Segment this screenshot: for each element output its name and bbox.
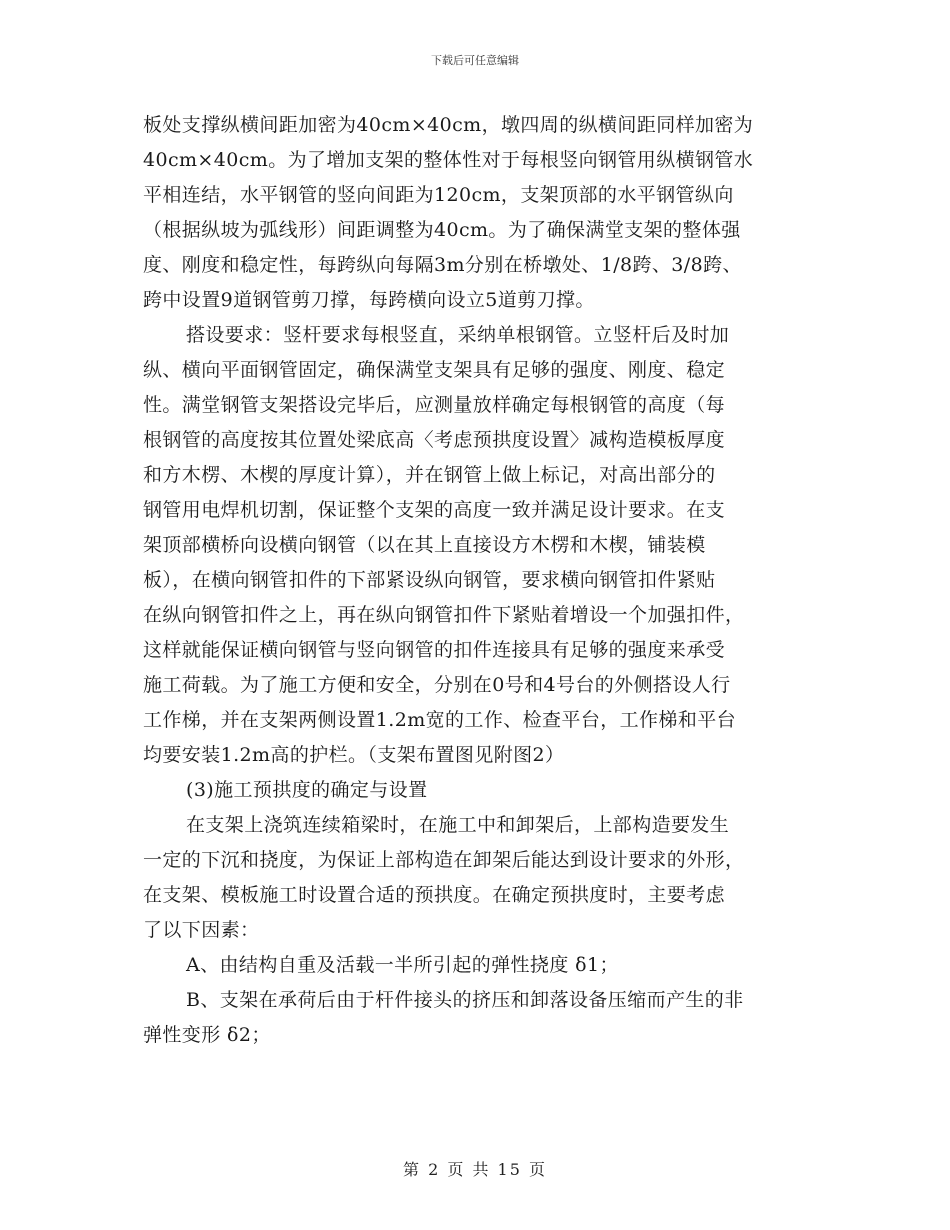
paragraph-start-line: 搭设要求：竖杆要求每根竖直，采纳单根钢管。立竖杆后及时加	[186, 324, 730, 346]
text-line: 施工荷载。为了施工方便和安全，分别在0号和4号台的外侧搭设人行	[143, 674, 731, 696]
text-line: 均要安装1.2m高的护栏。（支架布置图见附图2）	[143, 744, 565, 766]
text-line: 板），在横向钢管扣件的下部紧设纵向钢管，要求横向钢管扣件紧贴	[143, 569, 716, 591]
text-line: 平相连结，水平钢管的竖向间距为120cm，支架顶部的水平钢管纵向	[143, 184, 734, 206]
text-line: 弹性变形 δ2；	[143, 1024, 271, 1046]
text-line: 在纵向钢管扣件之上，再在纵向钢管扣件下紧贴着增设一个加强扣件，	[143, 604, 745, 626]
text-line: 度、刚度和稳定性，每跨纵向每隔3m分别在桥墩处、1/8跨、3/8跨、	[143, 254, 742, 276]
text-line: 在支架、模板施工时设置合适的预拱度。在确定预拱度时，主要考虑	[143, 884, 726, 906]
text-line: 一定的下沉和挠度，为保证上部构造在卸架后能达到设计要求的外形，	[143, 849, 745, 871]
text-line: 工作梯，并在支架两侧设置1.2m宽的工作、检查平台，工作梯和平台	[143, 709, 737, 731]
list-item-b: B、支架在承荷后由于杆件接头的挤压和卸落设备压缩而产生的非	[186, 989, 744, 1011]
text-line: 了以下因素：	[143, 919, 260, 941]
text-line: 板处支撑纵横间距加密为40cm×40cm，墩四周的纵横间距同样加密为	[143, 114, 754, 136]
document-body	[143, 108, 811, 1053]
text-line: 跨中设置9道钢管剪刀撑，每跨横向设立5道剪刀撑。	[143, 289, 595, 311]
text-line: 钢管用电焊机切割，保证整个支架的高度一致并满足设计要求。在支	[143, 499, 726, 521]
text-line: 性。满堂钢管支架搭设完毕后，应测量放样确定每根钢管的高度（每	[143, 394, 726, 416]
text-line: 这样就能保证横向钢管与竖向钢管的扣件连接具有足够的强度来承受	[143, 639, 726, 661]
page-header: 下载后可任意编辑	[431, 54, 519, 67]
text-line: 根钢管的高度按其位置处梁底高〈考虑预拱度设置〉减构造模板厚度	[143, 429, 726, 451]
paragraph-start-line: 在支架上浇筑连续箱梁时，在施工中和卸架后，上部构造要发生	[186, 814, 730, 836]
page-footer: 第 2 页 共 15 页	[403, 1160, 547, 1179]
text-line: 和方木楞、木楔的厚度计算），并在钢管上做上标记，对高出部分的	[143, 464, 716, 486]
section-heading: (3)施工预拱度的确定与设置	[186, 779, 428, 801]
text-line: 40cm×40cm。为了增加支架的整体性对于每根竖向钢管用纵横钢管水	[143, 149, 754, 171]
text-line: 架顶部横桥向设横向钢管（以在其上直接设方木楞和木楔，铺装模	[143, 534, 706, 556]
list-item-a: A、由结构自重及活载一半所引起的弹性挠度 δ1；	[186, 954, 619, 976]
text-line: 纵、横向平面钢管固定，确保满堂支架具有足够的强度、刚度、稳定	[143, 359, 726, 381]
text-line: （根据纵坡为弧线形）间距调整为40cm。为了确保满堂支架的整体强	[143, 219, 741, 241]
